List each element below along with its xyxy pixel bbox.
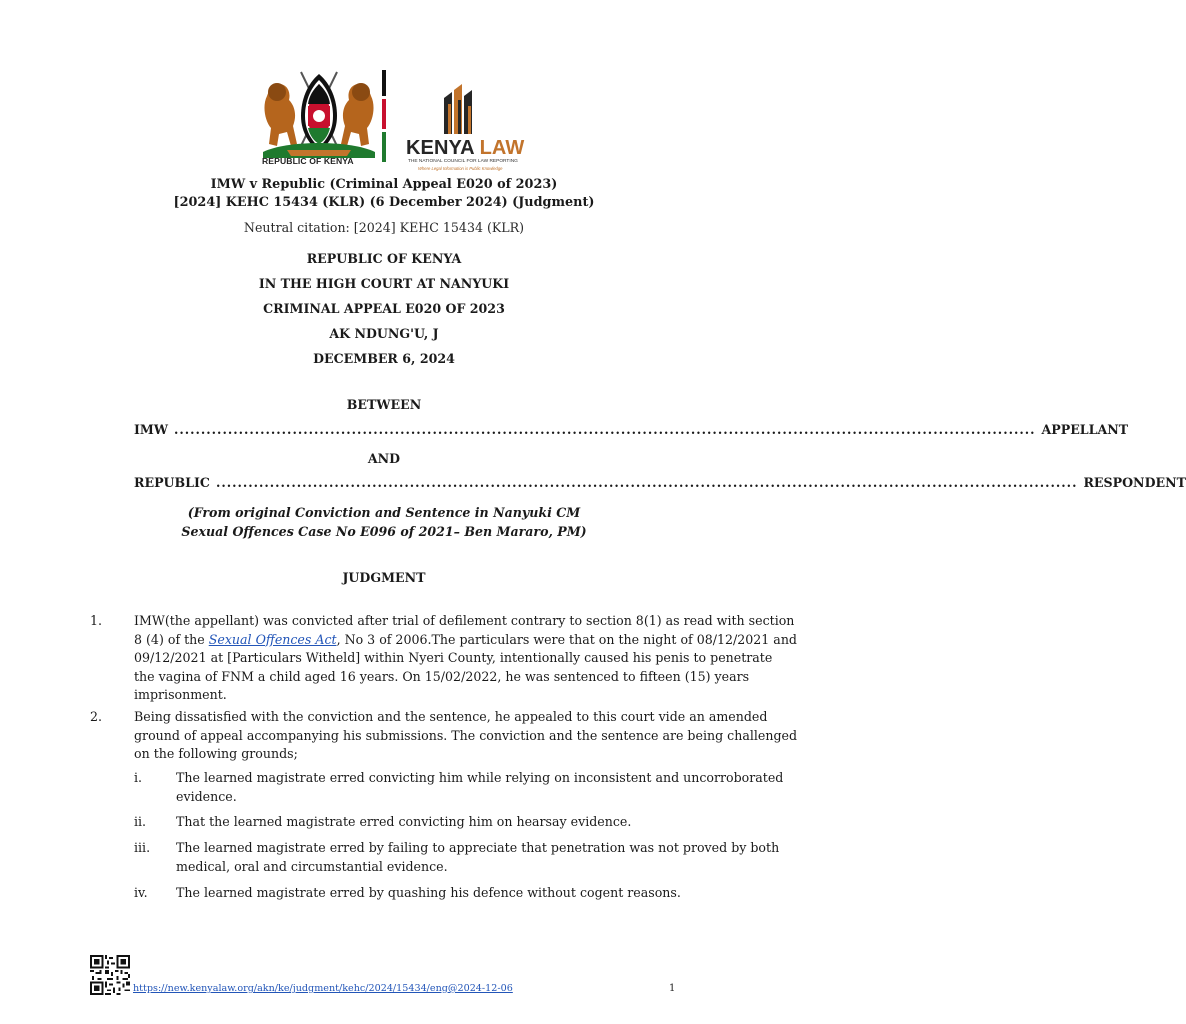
- between-heading: BETWEEN: [346, 397, 422, 412]
- appellant-role: APPELLANT: [1041, 422, 1129, 437]
- council-tagline: Where Legal Information is Public Knowledge: [418, 166, 503, 171]
- leader-dots: ................................................................................................................................................................: [215, 475, 1078, 490]
- republic-heading: REPUBLIC OF KENYA: [306, 251, 462, 266]
- ground-line: The learned magistrate erred by failing to appreciate that penetration was not proved by both: [176, 840, 780, 855]
- paragraph-line: the vagina of FNM a child aged 16 years. On 15/02/2022, he was sentenced to fifteen (15) years: [134, 668, 750, 684]
- citation-subtitle: [2024] KEHC 15434 (KLR) (6 December 2024) (Judgment): [173, 195, 595, 210]
- paragraph-line: Being dissatisfied with the conviction and the sentence, he appealed to this court vide an amended: [134, 709, 768, 724]
- citation-title: IMW v Republic (Criminal Appeal E020 of 2023): [210, 177, 558, 192]
- coat-of-arms-icon: [257, 66, 381, 166]
- judgment-heading: JUDGMENT: [342, 570, 426, 585]
- respondent-name: REPUBLIC: [134, 475, 210, 490]
- coat-caption: REPUBLIC OF KENYA: [262, 156, 354, 166]
- ground-line: evidence.: [176, 788, 237, 804]
- ground-item: [134, 813, 676, 833]
- neutral-citation: Neutral citation: [2024] KEHC 15434 (KLR): [243, 220, 525, 235]
- line-suffix: , No 3 of 2006.The particulars were that on the night of 08/12/2021 and: [336, 631, 797, 647]
- paragraph-number: 1.: [90, 613, 103, 628]
- paragraph-text: [134, 708, 798, 764]
- case-heading: CRIMINAL APPEAL E020 OF 2023: [263, 301, 505, 316]
- ground-number: ii.: [134, 814, 147, 829]
- paragraph-line: on the following grounds;: [134, 746, 298, 761]
- line-prefix: 8 (4) of the: [134, 631, 209, 647]
- kenya-law-wordmark: [406, 137, 524, 160]
- paragraph-number: 2.: [90, 709, 103, 724]
- appellant-name: IMW: [134, 422, 168, 437]
- ground-line: That the learned magistrate erred convicting him on hearsay evidence.: [176, 814, 632, 829]
- leader-dots: ................................................................................................................................................................: [173, 422, 1036, 437]
- ground-line: The learned magistrate erred by quashing his defence without cogent reasons.: [176, 885, 681, 900]
- paragraph-line: [134, 631, 797, 650]
- ground-line: The learned magistrate erred convicting him while relying on inconsistent and uncorroborated: [176, 770, 784, 785]
- origin-line-1: (From original Conviction and Sentence in Nanyuki CM: [187, 505, 581, 520]
- ground-item: [134, 839, 780, 877]
- ground-text: [176, 769, 784, 806]
- paragraph-line: ground of appeal accompanying his submissions. The conviction and the sentence are being challenged: [134, 727, 798, 743]
- court-heading: IN THE HIGH COURT AT NANYUKI: [258, 276, 510, 291]
- and-heading: AND: [367, 451, 401, 466]
- ground-line: medical, oral and circumstantial evidence.: [176, 858, 448, 874]
- origin-line-2: Sexual Offences Case No E096 of 2021– Ben Mararo, PM): [181, 524, 587, 539]
- paragraph-line: IMW(the appellant) was convicted after trial of defilement contrary to section 8(1) as read with section: [134, 613, 795, 628]
- source-url-link[interactable]: https://new.kenyalaw.org/akn/ke/judgment/kehc/2024/15434/eng@2024-12-06: [133, 983, 513, 994]
- paragraph-1: [90, 612, 797, 702]
- ground-text: [176, 884, 681, 903]
- law-word: LAW: [479, 137, 525, 159]
- ground-item: [134, 769, 784, 807]
- kenya-word: KENYA: [406, 137, 474, 159]
- judge-heading: AK NDUNG'U, J: [329, 326, 439, 341]
- flag-divider: [382, 70, 386, 162]
- kenya-law-logo-icon: [440, 82, 476, 134]
- header-logos: [0, 66, 768, 170]
- ground-number: iv.: [134, 885, 148, 900]
- council-name: THE NATIONAL COUNCIL FOR LAW REPORTING: [408, 159, 518, 164]
- page-number: 1: [669, 983, 676, 994]
- ground-text: [176, 813, 676, 832]
- paragraph-text: [134, 612, 797, 705]
- sexual-offences-act-link[interactable]: Sexual Offences Act: [208, 631, 337, 647]
- respondent-role: RESPONDENT: [1083, 475, 1186, 490]
- appellant-line: [134, 422, 1129, 440]
- qr-code-icon: [90, 955, 130, 995]
- ground-item: [134, 884, 681, 904]
- ground-number: iii.: [134, 840, 151, 855]
- paragraph-line: 09/12/2021 at [Particulars Witheld] within Nyeri County, intentionally caused his penis to penetrate: [134, 650, 773, 665]
- ground-text: [176, 839, 780, 876]
- respondent-line: [134, 475, 1186, 493]
- ground-number: i.: [134, 770, 143, 785]
- paragraph-2: [90, 708, 798, 766]
- paragraph-line: imprisonment.: [134, 687, 227, 702]
- date-heading: DECEMBER 6, 2024: [313, 351, 455, 366]
